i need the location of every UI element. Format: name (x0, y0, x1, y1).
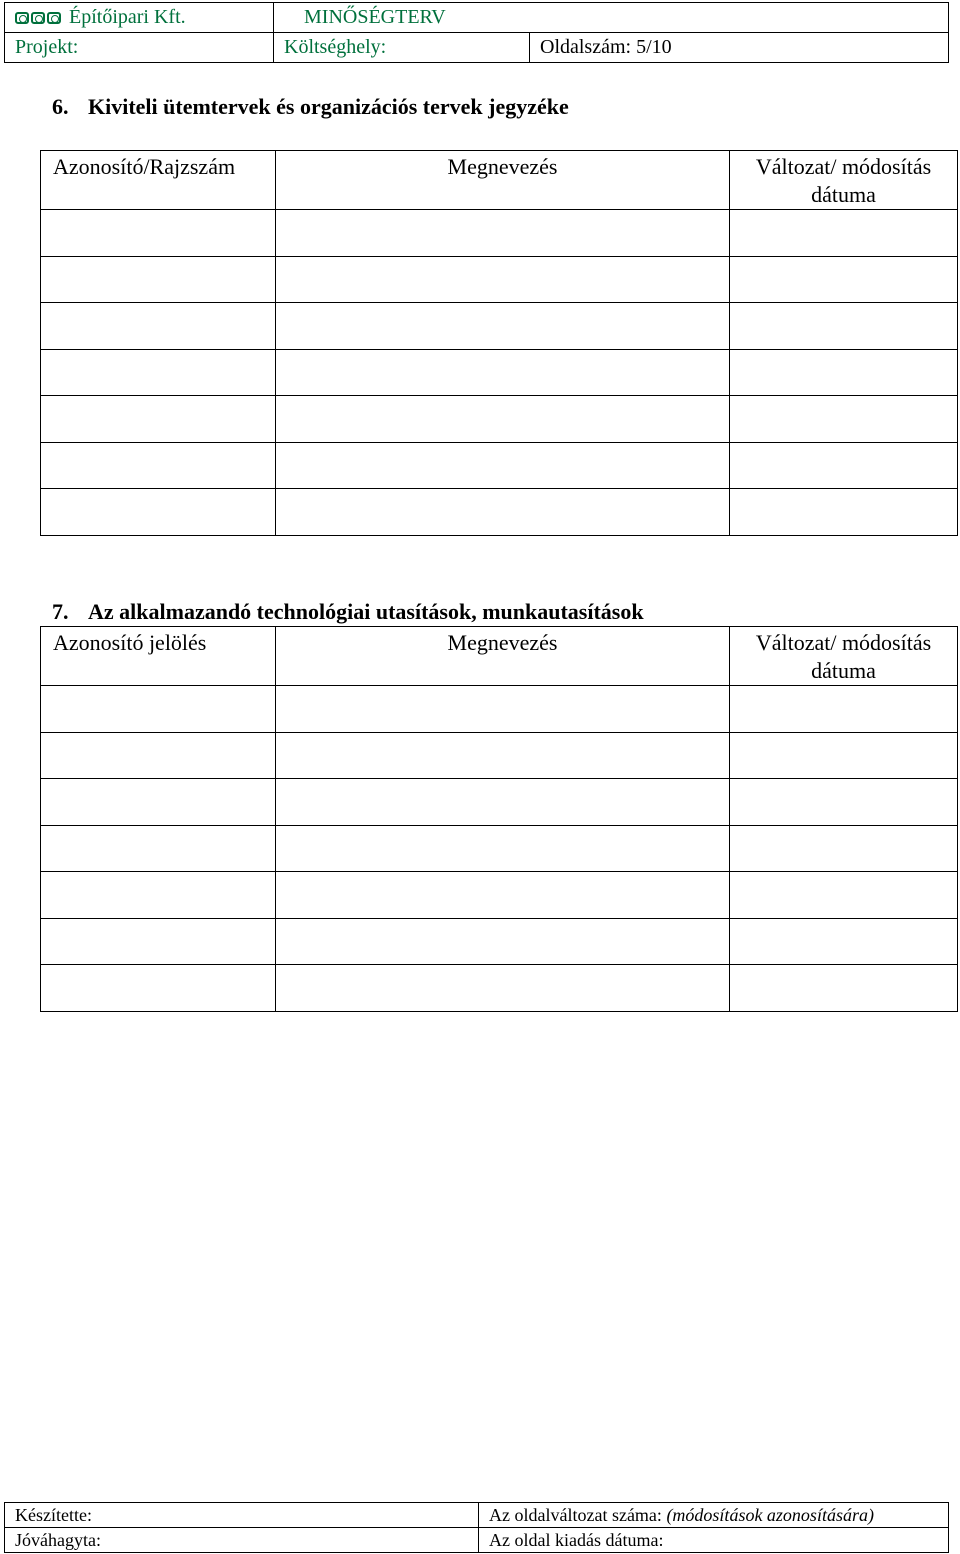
table-cell[interactable] (41, 686, 276, 733)
prepared-by-label: Készítette: (15, 1504, 92, 1525)
cost-center-cell (274, 33, 530, 63)
version-cell (479, 1503, 949, 1528)
table-row (41, 918, 958, 965)
section7-col-name: Megnevezés (276, 627, 730, 686)
table-cell[interactable] (41, 489, 276, 536)
table-cell[interactable] (730, 732, 958, 779)
section6-number: 6. (52, 94, 69, 119)
section7-col-version: Változat/ módosítás dátuma (730, 627, 958, 686)
table-cell[interactable] (730, 210, 958, 257)
doc-title: MINŐSÉGTERV (304, 6, 446, 28)
section7-col-id: Azonosító jelölés (41, 627, 276, 686)
table-row (41, 256, 958, 303)
version-note: (módosítások azonosítására) (666, 1504, 874, 1525)
document-header (4, 2, 949, 63)
table-cell[interactable] (276, 779, 730, 826)
table-cell[interactable] (41, 965, 276, 1012)
section6-heading (52, 94, 569, 120)
table-cell[interactable] (41, 825, 276, 872)
section6-col-version: Változat/ módosítás dátuma (730, 151, 958, 210)
issue-date-cell (479, 1528, 949, 1553)
section6-title: Kiviteli ütemtervek és organizációs tervek jegyzéke (88, 94, 569, 119)
table-row (41, 965, 958, 1012)
page-number: Oldalszám: 5/10 (540, 36, 672, 58)
table-cell[interactable] (730, 349, 958, 396)
table-cell[interactable] (276, 918, 730, 965)
table-cell[interactable] (41, 210, 276, 257)
document-footer (4, 1502, 949, 1553)
project-cell (5, 33, 274, 63)
table-cell[interactable] (730, 918, 958, 965)
table-cell[interactable] (41, 732, 276, 779)
table-row (41, 210, 958, 257)
table-cell[interactable] (276, 489, 730, 536)
section6-col-id: Azonosító/Rajzszám (41, 151, 276, 210)
company-logo-icon (15, 12, 61, 24)
table-cell[interactable] (41, 918, 276, 965)
approved-by-cell (5, 1528, 479, 1553)
section6-table (40, 150, 958, 536)
table-cell[interactable] (730, 442, 958, 489)
table-cell[interactable] (730, 825, 958, 872)
table-cell[interactable] (276, 442, 730, 489)
table-cell[interactable] (41, 442, 276, 489)
table-cell[interactable] (41, 303, 276, 350)
table-cell[interactable] (730, 872, 958, 919)
table-row (41, 825, 958, 872)
table-cell[interactable] (730, 965, 958, 1012)
approved-by-label: Jóváhagyta: (15, 1529, 101, 1550)
table-cell[interactable] (41, 396, 276, 443)
table-cell[interactable] (276, 256, 730, 303)
company-name: Építőipari Kft. (69, 6, 186, 28)
project-label: Projekt: (15, 36, 79, 58)
table-row (41, 872, 958, 919)
table-cell[interactable] (276, 825, 730, 872)
table-cell[interactable] (276, 686, 730, 733)
table-cell[interactable] (41, 779, 276, 826)
prepared-by-cell (5, 1503, 479, 1528)
cost-center-label: Költséghely: (284, 36, 387, 58)
issue-date-label: Az oldal kiadás dátuma: (489, 1529, 664, 1550)
table-cell[interactable] (276, 872, 730, 919)
page-number-cell (530, 33, 949, 63)
table-row (41, 686, 958, 733)
section7-table (40, 626, 958, 1012)
table-row (41, 303, 958, 350)
doc-title-cell (274, 3, 949, 33)
table-cell[interactable] (276, 303, 730, 350)
table-row (41, 349, 958, 396)
table-cell[interactable] (730, 686, 958, 733)
table-cell[interactable] (41, 256, 276, 303)
table-cell[interactable] (276, 210, 730, 257)
section7-title: Az alkalmazandó technológiai utasítások, munkautasítások (88, 599, 644, 624)
table-cell[interactable] (276, 965, 730, 1012)
table-cell[interactable] (41, 872, 276, 919)
section7-number: 7. (52, 599, 69, 624)
table-row (41, 732, 958, 779)
table-row (41, 779, 958, 826)
section7-heading (52, 599, 644, 625)
table-cell[interactable] (730, 256, 958, 303)
table-cell[interactable] (730, 303, 958, 350)
table-row (41, 396, 958, 443)
version-label: Az oldalváltozat száma: (489, 1504, 662, 1525)
table-cell[interactable] (276, 396, 730, 443)
table-row (41, 489, 958, 536)
section6-col-name: Megnevezés (276, 151, 730, 210)
table-cell[interactable] (276, 732, 730, 779)
table-cell[interactable] (730, 489, 958, 536)
table-cell[interactable] (730, 779, 958, 826)
table-cell[interactable] (730, 396, 958, 443)
table-cell[interactable] (41, 349, 276, 396)
company-cell (5, 3, 274, 33)
table-row (41, 442, 958, 489)
table-cell[interactable] (276, 349, 730, 396)
